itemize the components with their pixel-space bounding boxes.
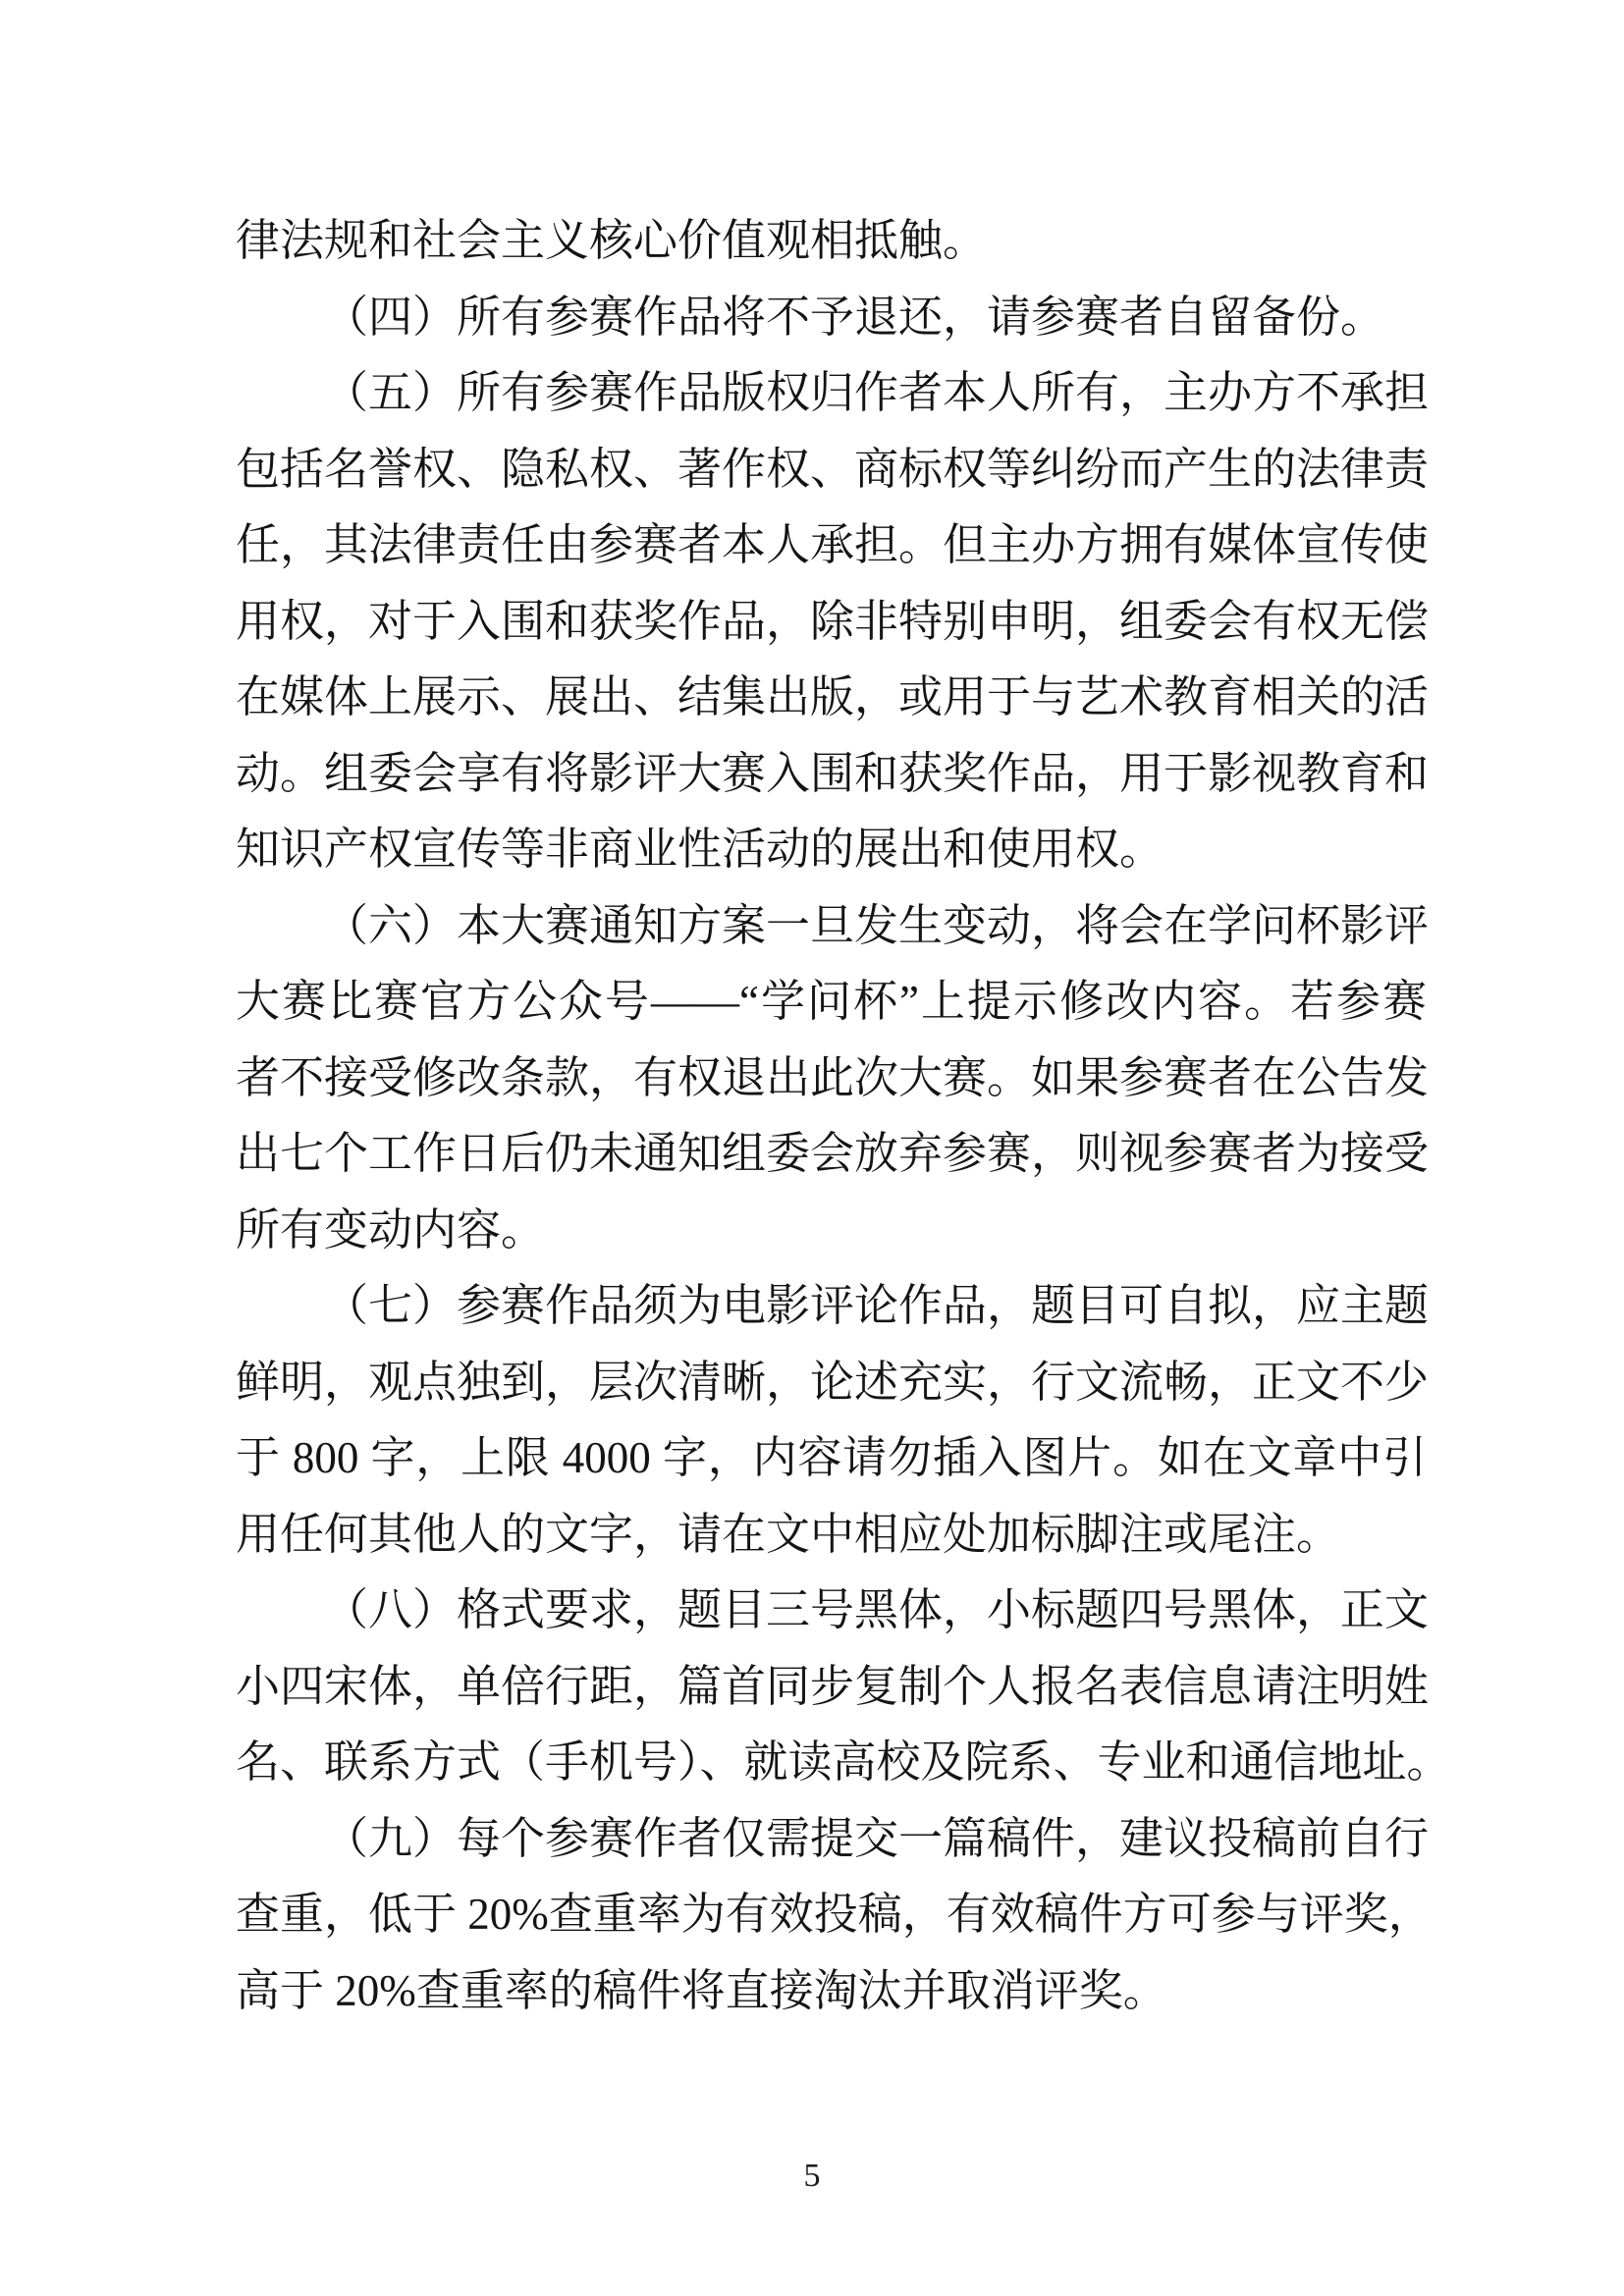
text-line: 名、联系方式（手机号）、就读高校及院系、专业和通信地址。 (236, 1737, 1451, 1787)
text-line: 包括名誉权、隐私权、著作权、商标权等纠纷而产生的法律责 (236, 444, 1430, 494)
paragraph (236, 1573, 1451, 1801)
text-line: 动。组委会享有将影评大赛入围和获奖作品，用于影视教育和 (236, 748, 1430, 798)
text-line: 用任何其他人的文字，请在文中相应处加标脚注或尾注。 (236, 1509, 1341, 1559)
page-number: 5 (803, 2158, 821, 2194)
paragraph (236, 355, 1430, 888)
text-line: （七）参赛作品须为电影评论作品，题目可自拟，应主题 (324, 1281, 1430, 1330)
text-line: 查重，低于 20%查重率为有效投稿，有效稿件方可参与评奖， (236, 1890, 1433, 1939)
text-line: （五）所有参赛作品版权归作者本人所有，主办方不承担 (324, 368, 1430, 417)
paragraph (236, 203, 1427, 280)
text-line: 在媒体上展示、展出、结集出版，或用于与艺术教育相关的活 (236, 672, 1430, 721)
text-line: 用权，对于入围和获奖作品，除非特别申明，组委会有权无偿 (236, 596, 1430, 646)
text-line: 出七个工作日后仍未通知组委会放弃参赛，则视参赛者为接受 (236, 1129, 1430, 1178)
text-line: 律法规和社会主义核心价值观相抵触。 (236, 216, 988, 265)
text-line: 者不接受修改条款，有权退出此次大赛。如果参赛者在公告发 (236, 1052, 1430, 1102)
paragraph (236, 888, 1430, 1269)
text-line: 小四宋体，单倍行距，篇首同步复制个人报名表信息请注明姓 (236, 1661, 1430, 1711)
text-line: 于 800 字，上限 4000 字，内容请勿插入图片。如在文章中引 (236, 1433, 1427, 1482)
text-line: 所有变动内容。 (236, 1204, 546, 1255)
text-line: 大赛比赛官方公众号——“学问杯”上提示修改内容。若参赛 (236, 977, 1427, 1026)
text-line: 知识产权宣传等非商业性活动的展出和使用权。 (236, 825, 1164, 874)
text-line: （四）所有参赛作品将不予退还，请参赛者自留备份。 (324, 292, 1385, 342)
document-body-text (236, 203, 1451, 2029)
text-line: （八）格式要求，题目三号黑体，小标题四号黑体，正文 (324, 1585, 1430, 1634)
text-line: （九）每个参赛作者仅需提交一篇稿件，建议投稿前自行 (324, 1813, 1430, 1863)
text-line: 任，其法律责任由参赛者本人承担。但主办方拥有媒体宣传使 (236, 520, 1430, 569)
paragraph (236, 1268, 1430, 1573)
text-line: （六）本大赛通知方案一旦发生变动，将会在学问杯影评 (324, 900, 1430, 950)
paragraph (236, 280, 1427, 356)
text-line: 高于 20%查重率的稿件将直接淘汰并取消评奖。 (236, 1965, 1167, 2015)
text-line: 鲜明，观点独到，层次清晰，论述充实，行文流畅，正文不少 (236, 1357, 1430, 1407)
paragraph (236, 1801, 1433, 2030)
